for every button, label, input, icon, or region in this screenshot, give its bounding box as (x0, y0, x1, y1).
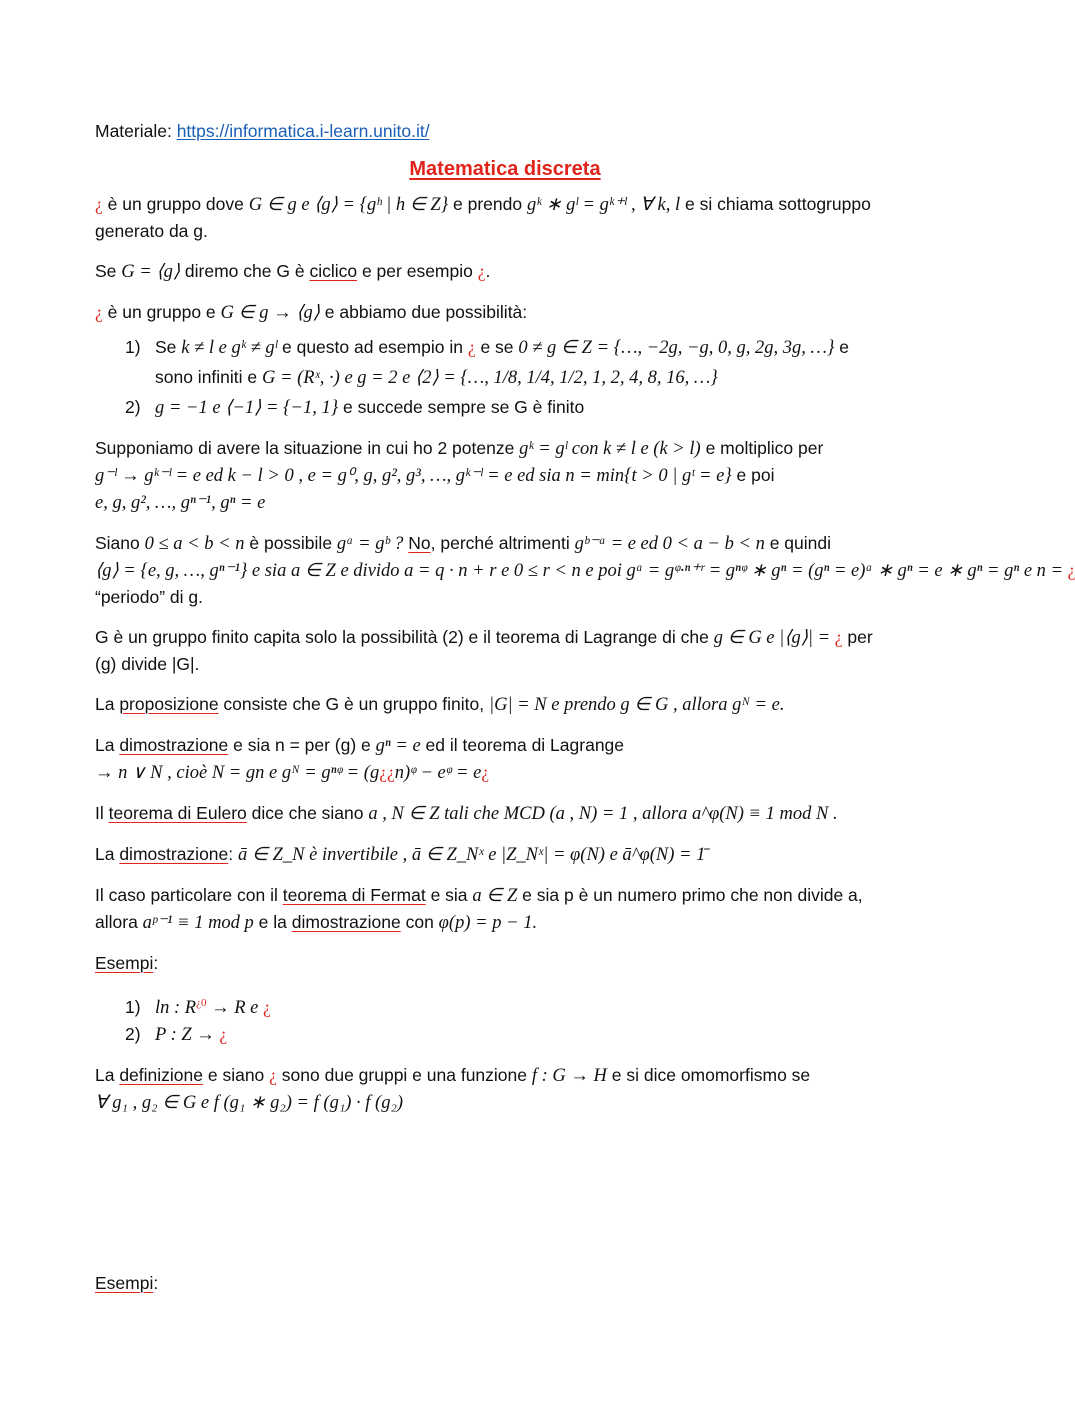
possibilities-list (95, 334, 915, 421)
paragraph-fermat (95, 882, 915, 936)
text: : (153, 1272, 159, 1293)
paragraph-proof (95, 732, 915, 786)
text: Se (155, 337, 182, 357)
formula: g ∈ G e |⟨g⟩| = (713, 628, 835, 648)
text: : (153, 953, 159, 973)
text: ed il teorema di Lagrange (420, 735, 625, 755)
formula: n)ᵠ − eᵠ = e (394, 763, 482, 783)
paragraph-proposition (95, 691, 915, 718)
paragraph-euler-proof (95, 841, 915, 868)
missing-glyph: ¿ (481, 762, 490, 782)
formula-superscript: ¿0 (196, 997, 207, 1009)
term-dimostrazione: dimostrazione (119, 735, 229, 755)
list-number: 2) (125, 397, 141, 417)
missing-glyph: ¿ (269, 1064, 277, 1085)
list-number: 1) (125, 337, 141, 357)
paragraph-euler (95, 800, 915, 827)
text: e poi (731, 465, 775, 485)
text: e succede sempre se G è finito (338, 397, 585, 417)
document-title: Matematica discreta (409, 158, 601, 180)
text: Siano (95, 533, 145, 553)
text: e abbiamo due possibilità: (319, 302, 528, 322)
list-item (125, 990, 915, 1021)
list-number: 2) (125, 1023, 141, 1044)
missing-glyph: ¿ (219, 1023, 228, 1044)
formula: G = ⟨g⟩ (121, 262, 181, 282)
paragraph-powers (95, 435, 915, 516)
formula: φ(p) = p − 1. (438, 913, 538, 933)
examples-heading-2 (95, 1270, 915, 1296)
term-definizione: definizione (119, 1064, 203, 1085)
text: Il (95, 803, 109, 823)
material-link[interactable]: https://informatica.i-learn.unito.it/ (176, 121, 430, 141)
formula: gᵇ⁻ᵃ = e ed 0 < a − b < n (574, 534, 765, 554)
formula: k ≠ l e gᵏ ≠ gˡ (181, 338, 278, 358)
formula: G = (Rˣ, ·) e g = 2 e ⟨2⟩ = {…, 1/8, 1/4, 1/2, 1, 2, 4, 8, 16, …} (262, 368, 718, 388)
paragraph-cyclic (95, 258, 915, 285)
formula: gᵏ = gˡ con k ≠ l e (k > l) (519, 439, 701, 459)
formula: ln : R (155, 997, 197, 1018)
list-number: 1) (125, 996, 141, 1017)
text: e la (253, 912, 292, 932)
text: La (95, 694, 120, 714)
term-dimostrazione: dimostrazione (291, 912, 401, 932)
text: è possibile (244, 533, 337, 553)
formula: aᵖ⁻¹ ≡ 1 mod p (142, 913, 254, 933)
formula: G ∈ g e ⟨g⟩ = {gʰ | h ∈ Z} (248, 195, 449, 215)
text: consiste che G è un gruppo finito, (218, 694, 490, 714)
text: e quindi (764, 533, 831, 553)
formula: g = −1 e ⟨−1⟩ = {−1, 1} (155, 398, 339, 418)
missing-glyph: ¿ (467, 337, 476, 357)
term-esempi: Esempi (95, 953, 154, 973)
formula: ā ∈ Z_N è invertibile , ā ∈ Z_Nˣ e |Z_Nˣ| = φ(N) e ā^φ(N) = 1̄ (238, 845, 706, 865)
missing-glyph: ¿ (1067, 560, 1075, 580)
missing-glyph: ¿ (386, 762, 395, 782)
examples-heading (95, 950, 915, 976)
formula: f : G → H (531, 1065, 607, 1086)
term-proposizione: proposizione (119, 694, 219, 714)
list-item-continuation (125, 361, 915, 394)
formula: g⁻ˡ → gᵏ⁻ˡ = e ed k − l > 0 , e = g⁰, g, g², g³, …, gᵏ⁻ˡ = e ed sia n = min{t > 0 | gᵗ = e} (95, 466, 732, 486)
term-no: No (408, 533, 431, 553)
term-ciclico: ciclico (309, 261, 358, 281)
document-page (95, 118, 1075, 1310)
list-item (125, 1021, 915, 1048)
text: diremo che G è (180, 261, 310, 281)
text: “periodo” di g. (95, 587, 203, 607)
text: e prendo (448, 194, 527, 214)
text: La (95, 844, 120, 864)
text: dice che siano (246, 803, 369, 823)
text: e siano (203, 1064, 270, 1085)
text: , perché altrimenti (430, 533, 575, 553)
text: è un gruppo dove (102, 194, 249, 214)
formula: → n ∨ N , cioè N = gn e gᴺ = gⁿᵠ = (g (95, 763, 380, 783)
text: e si dice omomorfismo se (606, 1064, 811, 1085)
term-teorema-fermat: teorema di Fermat (282, 885, 426, 905)
text: e sia (425, 885, 473, 905)
text: per (842, 627, 873, 647)
text: G è un gruppo finito capita solo la possibilità (2) e il teorema di Lagrange di che (95, 627, 714, 647)
formula: → R e (206, 997, 264, 1018)
text: Il caso particolare con il (95, 885, 283, 905)
formula: 0 ≠ g ∈ Z = {…, −2g, −g, 0, g, 2g, 3g, …} (518, 338, 835, 358)
formula: gᵏ ∗ gˡ = gᵏ⁺ˡ , ∀ k, l (526, 195, 681, 215)
paragraph-possibilities (95, 299, 915, 326)
term-dimostrazione: dimostrazione (119, 844, 229, 864)
text: con (400, 912, 439, 932)
formula: a , N ∈ Z tali che MCD (a , N) = 1 , allora a^φ(N) ≡ 1 mod N . (368, 804, 838, 824)
term-teorema-eulero: teorema di Eulero (108, 803, 247, 823)
formula: e, g, g², …, gⁿ⁻¹, gⁿ = e (95, 493, 266, 513)
missing-glyph: ¿ (95, 302, 103, 322)
missing-glyph: ¿ (95, 194, 103, 214)
text: Se (95, 261, 122, 281)
missing-glyph: ¿ (477, 261, 486, 281)
text: generato da g. (95, 221, 208, 241)
formula: a ∈ Z (472, 886, 518, 906)
formula: ⟨g⟩ = {e, g, …, gⁿ⁻¹} e sia a ∈ Z e divido a = q · n + r e 0 ≤ r < n e poi gᵃ = gᵠ·ⁿ⁺ʳ = gⁿᵠ ∗ gⁿ = (gⁿ = e)ᵃ ∗ gⁿ = e ∗ gⁿ = gⁿ e n = (95, 561, 1068, 581)
term-esempi: Esempi (95, 1272, 154, 1293)
missing-glyph: ¿ (379, 762, 387, 782)
material-label: Materiale: (95, 121, 177, 141)
paragraph-period (95, 530, 1075, 610)
text: sono infiniti e (155, 367, 263, 387)
formula: P : Z → (155, 1024, 220, 1045)
text: sono due gruppi e una funzione (276, 1064, 532, 1085)
text: : (228, 844, 239, 864)
formula: G ∈ g → ⟨g⟩ (220, 303, 320, 323)
text: e per esempio (357, 261, 478, 281)
text: La (95, 1064, 120, 1085)
text: e si chiama sottogruppo (680, 194, 871, 214)
text: (g) divide |G|. (95, 654, 200, 674)
formula: 0 ≤ a < b < n (144, 534, 245, 554)
text: e questo ad esempio in (277, 337, 468, 357)
text: e sia n = per (g) e (228, 735, 376, 755)
text: e moltiplico per (700, 438, 824, 458)
paragraph-group-definition (95, 191, 915, 244)
examples-list (95, 990, 915, 1048)
text: . (485, 261, 491, 281)
material-line (95, 118, 915, 144)
text: Supponiamo di avere la situazione in cui ho 2 potenze (95, 438, 520, 458)
formula: |G| = N e prendo g ∈ G , allora gᴺ = e. (489, 695, 785, 715)
formula: gᵃ = gᵇ ? (336, 534, 404, 554)
text: è un gruppo e (102, 302, 221, 322)
list-item (125, 334, 915, 361)
formula: gⁿ = e (375, 736, 421, 756)
text: allora (95, 912, 143, 932)
text: La (95, 735, 120, 755)
blank-space (95, 1130, 915, 1270)
text: e sia p è un numero primo che non divide a, (517, 885, 863, 905)
text: e (834, 337, 849, 357)
missing-glyph: ¿ (263, 996, 271, 1017)
text: e se (475, 337, 519, 357)
paragraph-homomorphism (95, 1062, 915, 1116)
paragraph-lagrange (95, 624, 915, 677)
formula: ∀ g₁ , g₂ ∈ G e f (g₁ ∗ g₂) = f (g₁) · f (g₂) (95, 1092, 404, 1113)
missing-glyph: ¿ (834, 627, 843, 647)
list-item (125, 394, 915, 421)
